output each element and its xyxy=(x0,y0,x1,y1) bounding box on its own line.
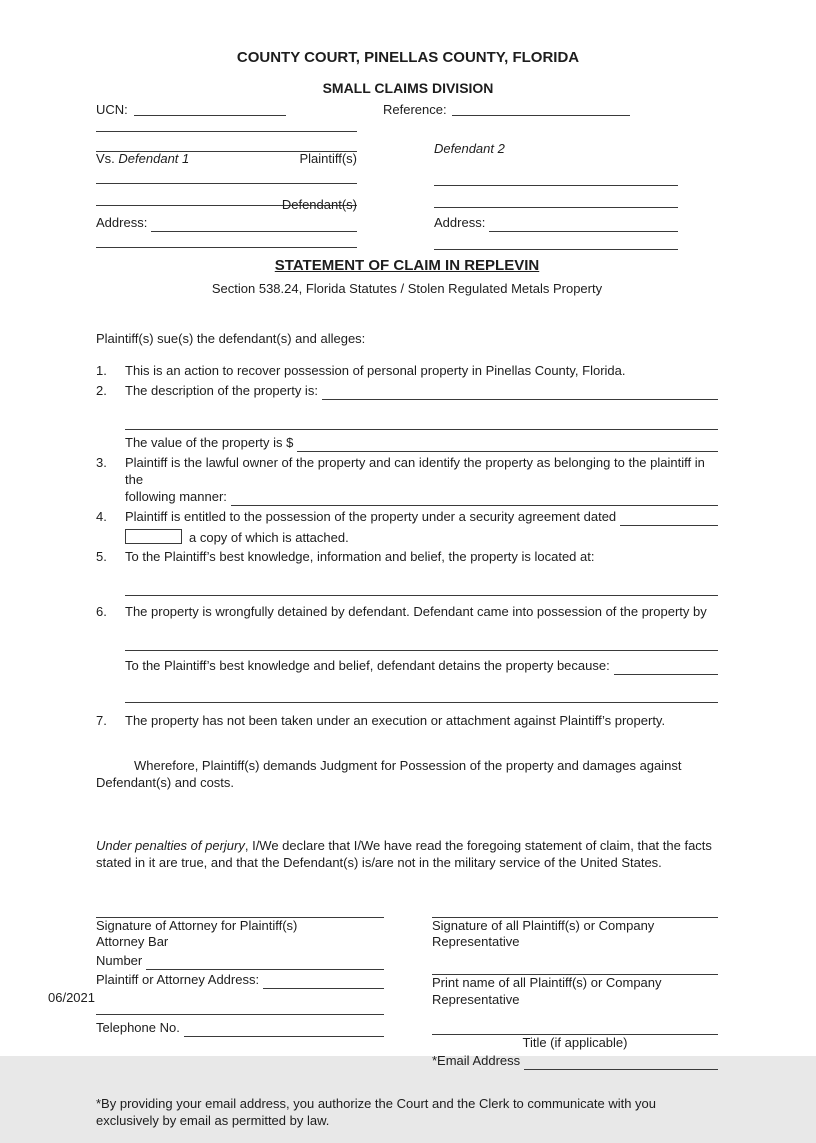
form-revision-date: 06/2021 xyxy=(48,990,95,1005)
item1-text: This is an action to recover possession of personal property in Pinellas County, Florida. xyxy=(125,363,626,379)
telephone-label: Telephone No. xyxy=(96,1020,180,1036)
court-title: COUNTY COURT, PINELLAS COUNTY, FLORIDA xyxy=(236,49,580,66)
item3-number: 3. xyxy=(96,454,107,470)
attorney-address-line-2[interactable] xyxy=(96,1001,384,1015)
item7-number: 7. xyxy=(96,713,107,729)
claim-item-4 xyxy=(96,509,718,547)
item5-number: 5. xyxy=(96,549,107,565)
plaintiff-name-line-1[interactable] xyxy=(96,118,357,132)
address-line2-right[interactable] xyxy=(434,236,678,250)
item2-value-lead: The value of the property is $ xyxy=(125,435,294,451)
claim-item-2 xyxy=(96,383,718,452)
item3-text-line2: following manner: xyxy=(125,488,227,504)
plaintiffs-caption: Plaintiff(s) xyxy=(299,151,357,166)
perjury-paragraph xyxy=(96,838,718,872)
attorney-address-label: Plaintiff or Attorney Address: xyxy=(96,972,260,988)
property-location-line[interactable] xyxy=(125,582,718,596)
defendant2-name-line-2[interactable] xyxy=(434,194,678,208)
property-description-line-1[interactable] xyxy=(322,386,718,400)
claim-item-5 xyxy=(96,549,718,596)
reference-label: Reference: xyxy=(383,102,447,117)
defendant2-name-line-1[interactable] xyxy=(434,172,678,186)
email-footnote: *By providing your email address, you authorize the Court and the Clerk to communicate with you exclusively by email as permitted by law. xyxy=(96,1095,657,1128)
property-description-line-2[interactable] xyxy=(125,416,718,430)
plaintiff-signature-block xyxy=(432,904,718,1070)
claims-list xyxy=(96,363,718,730)
attorney-signature-caption: Signature of Attorney for Plaintiff(s) xyxy=(96,917,298,933)
signature-column-gap xyxy=(384,904,432,1070)
address-input-line-right[interactable] xyxy=(489,218,678,232)
item5-text: To the Plaintiff’s best knowledge, information and belief, the property is located at: xyxy=(125,549,595,565)
claim-item-6 xyxy=(96,604,718,703)
detain-reason-line-2[interactable] xyxy=(125,689,718,703)
property-value-line[interactable] xyxy=(297,438,718,452)
address-line2-left[interactable] xyxy=(96,234,357,248)
item6-text-line2: To the Plaintiff’s best knowledge and belief, defendant detains the property because: xyxy=(125,658,610,674)
perjury-rest: , I/We declare that I/We have read the foregoing statement of claim, that the facts stated in it are true, and that the Defendant(s) is/are not in the military service of the United States. xyxy=(96,837,712,870)
defendant-name-line-1[interactable] xyxy=(96,170,357,184)
plaintiff-print-name-caption: Print name of all Plaintiff(s) or Company Representative xyxy=(432,975,662,1008)
defendant2-hint: Defendant 2 xyxy=(434,141,505,156)
wherefore-paragraph: Wherefore, Plaintiff(s) demands Judgment for Possession of the property and damages against Defendant(s) and costs. xyxy=(96,757,682,790)
plaintiff-print-name-line[interactable] xyxy=(432,961,718,975)
item4-lead: Plaintiff is entitled to the possession of the property under a security agreement dated xyxy=(125,508,617,524)
claim-item-1 xyxy=(96,363,718,380)
item2-lead: The description of the property is: xyxy=(125,383,318,399)
perjury-lead: Under penalties of perjury xyxy=(96,837,245,853)
form-subtitle: Section 538.24, Florida Statutes / Stolen Regulated Metals Property xyxy=(211,280,603,296)
plaintiff-signature-caption: Signature of all Plaintiff(s) or Company Representative xyxy=(432,917,655,950)
possession-means-line[interactable] xyxy=(125,637,718,651)
intro-text: Plaintiff(s) sue(s) the defendant(s) and alleges: xyxy=(96,331,366,347)
plaintiff-name-line-2[interactable] xyxy=(96,138,357,152)
claim-item-3 xyxy=(96,455,718,506)
title-caption: Title (if applicable) xyxy=(522,1035,628,1051)
form-title: STATEMENT OF CLAIM IN REPLEVIN xyxy=(274,257,540,274)
attorney-signature-block xyxy=(96,904,384,1070)
attorney-address-line-1[interactable] xyxy=(263,975,384,989)
attorney-bar-label: Attorney Bar xyxy=(96,934,169,950)
email-line[interactable] xyxy=(524,1056,718,1070)
address-label-left: Address: xyxy=(96,215,148,230)
agreement-date-line[interactable] xyxy=(620,512,718,526)
item4-number: 4. xyxy=(96,508,107,524)
plaintiff-signature-line[interactable] xyxy=(432,904,718,918)
address-label-right: Address: xyxy=(434,215,486,230)
item3-text-line1: Plaintiff is the lawful owner of the property and can identify the property as belonging to the plaintiff in the xyxy=(125,454,705,487)
item7-text: The property has not been taken under an execution or attachment against Plaintiff’s property. xyxy=(125,713,666,729)
detain-reason-line-1[interactable] xyxy=(614,661,718,675)
reference-input-line[interactable] xyxy=(452,102,630,116)
ucn-label: UCN: xyxy=(96,102,128,117)
attorney-bar-number-line[interactable] xyxy=(146,956,384,970)
claim-item-7 xyxy=(96,713,718,730)
item4-tail: a copy of which is attached. xyxy=(189,529,349,545)
signature-section xyxy=(96,904,718,1070)
item6-text-line1: The property is wrongfully detained by defendant. Defendant came into possession of the property by xyxy=(125,604,707,620)
item2-number: 2. xyxy=(96,383,107,399)
vs-label: Vs. xyxy=(96,151,115,166)
email-label: *Email Address xyxy=(432,1052,521,1068)
item6-number: 6. xyxy=(96,604,107,620)
item1-number: 1. xyxy=(96,363,107,379)
defendants-caption: Defendant(s) xyxy=(281,197,357,212)
defendant1-hint: Defendant 1 xyxy=(118,151,190,166)
address-input-line-left[interactable] xyxy=(151,218,357,232)
telephone-line[interactable] xyxy=(184,1023,384,1037)
attorney-bar-number-label: Number xyxy=(96,953,143,969)
title-line[interactable] xyxy=(432,1021,718,1035)
attorney-signature-line[interactable] xyxy=(96,904,384,918)
attachment-checkbox[interactable] xyxy=(125,529,182,544)
division-title: SMALL CLAIMS DIVISION xyxy=(322,80,494,96)
ucn-input-line[interactable] xyxy=(134,102,286,116)
ownership-manner-line[interactable] xyxy=(231,492,718,506)
